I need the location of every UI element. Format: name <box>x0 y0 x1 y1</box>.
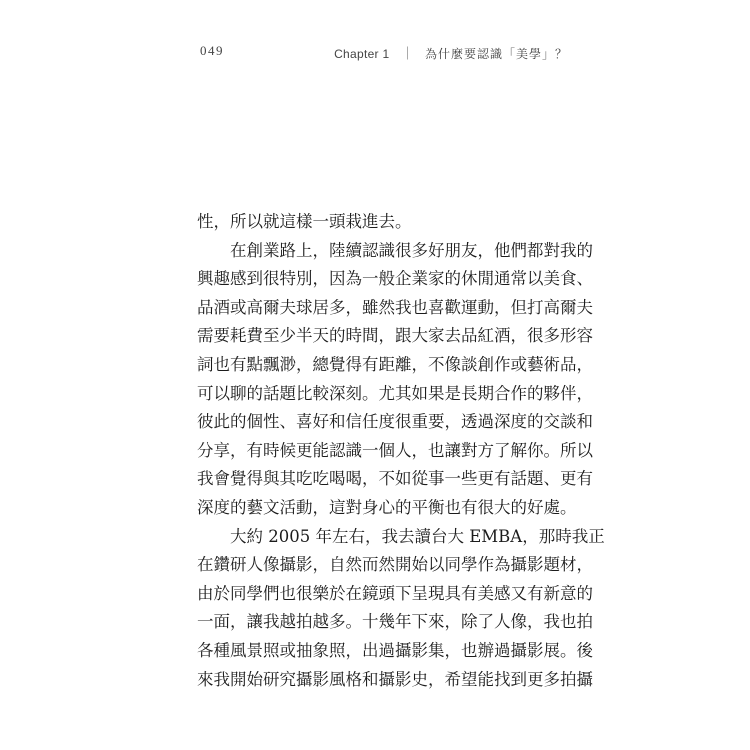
heading-separator: ｜ <box>400 46 414 61</box>
text-line: 分享，有時候更能認識一個人，也讓對方了解你。所以 <box>197 440 593 460</box>
text-line: 詞也有點飄渺，總覺得有距離，不像談創作或藝術品， <box>197 354 593 374</box>
page-number: 049 <box>200 43 224 58</box>
text-line: 品酒或高爾夫球居多，雖然我也喜歡運動，但打高爾夫 <box>197 297 593 317</box>
text-line: 一面，讓我越拍越多。十幾年下來，除了人像，我也拍 <box>197 612 593 632</box>
text-line: 需要耗費至少半天的時間，跟大家去品紅酒，很多形容 <box>197 326 593 346</box>
text-line: 在鑽研人像攝影，自然而然開始以同學作為攝影題材， <box>197 555 593 575</box>
running-head <box>0 43 750 63</box>
text-line: 性，所以就這樣一頭栽進去。 <box>197 212 412 231</box>
text-line: 來我開始研究攝影風格和攝影史，希望能找到更多拍攝 <box>197 669 593 689</box>
body-text <box>197 208 605 694</box>
chapter-label: Chapter 1 <box>334 47 390 61</box>
text-line: 由於同學們也很樂於在鏡頭下呈現具有美感又有新意的 <box>197 583 593 603</box>
chapter-title: 為什麼要認識「美學」？ <box>424 47 568 61</box>
text-line: 興趣感到很特別，因為一般企業家的休閒通常以美食、 <box>197 269 593 289</box>
text-line: 彼此的個性、喜好和信任度很重要，透過深度的交談和 <box>197 412 593 432</box>
paragraph-start-line: 大約 2005 年左右，我去讀台大 EMBA，那時我正 <box>230 526 605 546</box>
paragraph-start-line: 在創業路上，陸續認識很多好朋友，他們都對我的 <box>230 240 593 260</box>
text-line: 各種風景照或抽象照，出過攝影集，也辦過攝影展。後 <box>197 640 593 660</box>
text-line: 我會覺得與其吃吃喝喝，不如從事一些更有話題、更有 <box>197 469 593 489</box>
text-line: 深度的藝文活動，這對身心的平衡也有很大的好處。 <box>197 497 577 517</box>
text-line: 可以聊的話題比較深刻。尤其如果是長期合作的夥伴， <box>197 383 593 403</box>
chapter-heading <box>334 43 568 62</box>
